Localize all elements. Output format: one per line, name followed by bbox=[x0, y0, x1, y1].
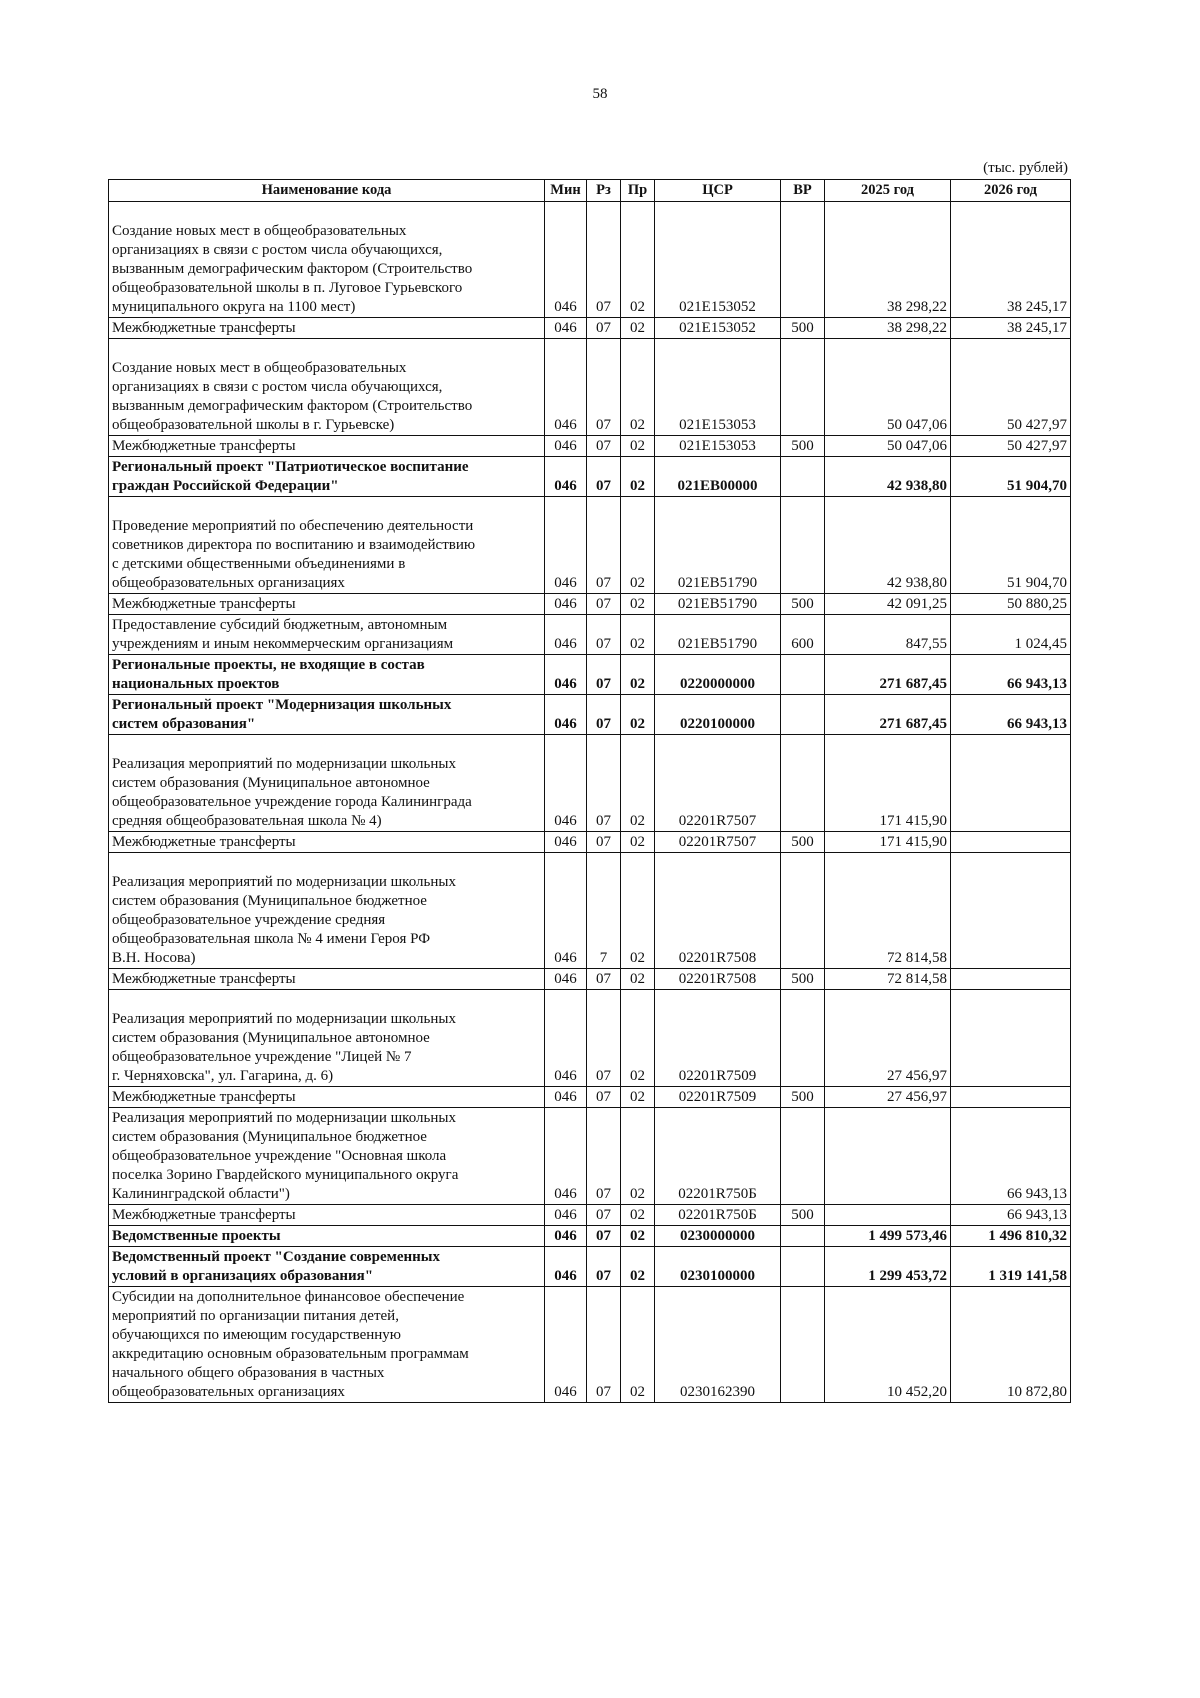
table-row bbox=[109, 853, 1071, 969]
row-name: Ведомственные проекты bbox=[109, 1226, 545, 1247]
table-row bbox=[109, 497, 1071, 594]
row-rz: 07 bbox=[587, 436, 621, 457]
row-rz: 07 bbox=[587, 655, 621, 695]
row-vr: 500 bbox=[781, 969, 825, 990]
row-min: 046 bbox=[545, 832, 587, 853]
table-row bbox=[109, 832, 1071, 853]
row-2026: 50 880,25 bbox=[951, 594, 1071, 615]
row-pr: 02 bbox=[621, 1205, 655, 1226]
row-pr: 02 bbox=[621, 655, 655, 695]
row-name: Межбюджетные трансферты bbox=[109, 1205, 545, 1226]
row-rz: 07 bbox=[587, 735, 621, 832]
row-2025: 171 415,90 bbox=[825, 735, 951, 832]
row-2025: 42 091,25 bbox=[825, 594, 951, 615]
row-2026 bbox=[951, 832, 1071, 853]
row-name: Региональный проект "Модернизация школьных систем образования" bbox=[109, 695, 545, 735]
row-name: Субсидии на дополнительное финансовое обеспечение мероприятий по организации питания детей, обучающихся по имеющим государственную аккредитацию основным образовательным программам начального общего образования в частных общеобразовательных организациях bbox=[109, 1287, 545, 1403]
row-2026 bbox=[951, 990, 1071, 1087]
row-2025 bbox=[825, 1108, 951, 1205]
row-2025: 42 938,80 bbox=[825, 457, 951, 497]
row-vr bbox=[781, 339, 825, 436]
row-pr: 02 bbox=[621, 318, 655, 339]
row-pr: 02 bbox=[621, 990, 655, 1087]
row-name: Реализация мероприятий по модернизации школьных систем образования (Муниципальное бюджетное общеобразовательное учреждение "Основная школа поселка Зорино Гвардейского муниципального округа Калининградской области") bbox=[109, 1108, 545, 1205]
row-vr: 500 bbox=[781, 318, 825, 339]
row-csr: 02201R750Б bbox=[655, 1108, 781, 1205]
row-min: 046 bbox=[545, 457, 587, 497]
table-row bbox=[109, 339, 1071, 436]
table-row bbox=[109, 436, 1071, 457]
row-min: 046 bbox=[545, 990, 587, 1087]
row-2026: 10 872,80 bbox=[951, 1287, 1071, 1403]
row-rz: 07 bbox=[587, 695, 621, 735]
row-pr: 02 bbox=[621, 594, 655, 615]
row-min: 046 bbox=[545, 1287, 587, 1403]
row-2026: 38 245,17 bbox=[951, 318, 1071, 339]
row-2026: 66 943,13 bbox=[951, 695, 1071, 735]
row-pr: 02 bbox=[621, 497, 655, 594]
row-pr: 02 bbox=[621, 1287, 655, 1403]
row-csr: 021ЕВ51790 bbox=[655, 594, 781, 615]
table-row bbox=[109, 1287, 1071, 1403]
row-2025: 171 415,90 bbox=[825, 832, 951, 853]
row-rz: 07 bbox=[587, 1087, 621, 1108]
row-2025: 1 499 573,46 bbox=[825, 1226, 951, 1247]
row-2025 bbox=[825, 1205, 951, 1226]
row-vr bbox=[781, 655, 825, 695]
row-min: 046 bbox=[545, 1226, 587, 1247]
row-min: 046 bbox=[545, 339, 587, 436]
row-name: Реализация мероприятий по модернизации школьных систем образования (Муниципальное бюджетное общеобразовательное учреждение средняя общеобразовательная школа № 4 имени Героя РФ В.Н. Носова) bbox=[109, 853, 545, 969]
row-vr: 500 bbox=[781, 1087, 825, 1108]
row-name: Реализация мероприятий по модернизации школьных систем образования (Муниципальное автономное общеобразовательное учреждение "Лицей № 7 г. Черняховска", ул. Гагарина, д. 6) bbox=[109, 990, 545, 1087]
row-2026 bbox=[951, 735, 1071, 832]
row-name: Межбюджетные трансферты bbox=[109, 1087, 545, 1108]
row-vr bbox=[781, 497, 825, 594]
header-rz: Рз bbox=[587, 180, 621, 202]
row-min: 046 bbox=[545, 1087, 587, 1108]
row-rz: 07 bbox=[587, 990, 621, 1087]
row-vr bbox=[781, 853, 825, 969]
row-min: 046 bbox=[545, 202, 587, 318]
table-row bbox=[109, 655, 1071, 695]
row-2026 bbox=[951, 1087, 1071, 1108]
row-pr: 02 bbox=[621, 853, 655, 969]
row-pr: 02 bbox=[621, 1247, 655, 1287]
row-pr: 02 bbox=[621, 457, 655, 497]
row-vr: 500 bbox=[781, 1205, 825, 1226]
page-number: 58 bbox=[592, 86, 608, 102]
row-min: 046 bbox=[545, 969, 587, 990]
row-pr: 02 bbox=[621, 832, 655, 853]
row-vr bbox=[781, 990, 825, 1087]
row-csr: 02201R7507 bbox=[655, 832, 781, 853]
row-csr: 02201R750Б bbox=[655, 1205, 781, 1226]
row-min: 046 bbox=[545, 735, 587, 832]
unit-note: (тыс. рублей) bbox=[983, 160, 1068, 176]
row-2026: 51 904,70 bbox=[951, 457, 1071, 497]
header-name: Наименование кода bbox=[109, 180, 545, 202]
row-csr: 021E153053 bbox=[655, 339, 781, 436]
row-2025: 50 047,06 bbox=[825, 339, 951, 436]
row-name: Проведение мероприятий по обеспечению деятельности советников директора по воспитанию и взаимодействию с детскими общественными объединениями в общеобразовательных организациях bbox=[109, 497, 545, 594]
row-vr bbox=[781, 1247, 825, 1287]
table-row bbox=[109, 735, 1071, 832]
row-name: Межбюджетные трансферты bbox=[109, 318, 545, 339]
row-csr: 0230000000 bbox=[655, 1226, 781, 1247]
row-rz: 07 bbox=[587, 457, 621, 497]
row-pr: 02 bbox=[621, 1226, 655, 1247]
table-row bbox=[109, 1205, 1071, 1226]
row-vr: 500 bbox=[781, 436, 825, 457]
table-row bbox=[109, 969, 1071, 990]
row-2026: 66 943,13 bbox=[951, 655, 1071, 695]
row-2026: 1 496 810,32 bbox=[951, 1226, 1071, 1247]
row-2026: 51 904,70 bbox=[951, 497, 1071, 594]
row-rz: 07 bbox=[587, 497, 621, 594]
table-row bbox=[109, 202, 1071, 318]
row-rz: 07 bbox=[587, 1108, 621, 1205]
table-row bbox=[109, 457, 1071, 497]
row-csr: 021E153053 bbox=[655, 436, 781, 457]
header-pr: Пр bbox=[621, 180, 655, 202]
row-rz: 07 bbox=[587, 969, 621, 990]
row-csr: 021E153052 bbox=[655, 318, 781, 339]
row-csr: 021ЕВ51790 bbox=[655, 497, 781, 594]
row-vr bbox=[781, 1287, 825, 1403]
row-name: Межбюджетные трансферты bbox=[109, 436, 545, 457]
header-csr: ЦСР bbox=[655, 180, 781, 202]
row-pr: 02 bbox=[621, 339, 655, 436]
row-2025: 10 452,20 bbox=[825, 1287, 951, 1403]
row-2025: 72 814,58 bbox=[825, 853, 951, 969]
row-name: Реализация мероприятий по модернизации школьных систем образования (Муниципальное автономное общеобразовательное учреждение города Калининграда средняя общеобразовательная школа № 4) bbox=[109, 735, 545, 832]
row-2025: 271 687,45 bbox=[825, 655, 951, 695]
row-2025: 38 298,22 bbox=[825, 318, 951, 339]
row-2026: 66 943,13 bbox=[951, 1108, 1071, 1205]
row-2025: 847,55 bbox=[825, 615, 951, 655]
row-2025: 27 456,97 bbox=[825, 1087, 951, 1108]
row-pr: 02 bbox=[621, 735, 655, 832]
row-pr: 02 bbox=[621, 202, 655, 318]
row-vr bbox=[781, 1108, 825, 1205]
row-2026: 50 427,97 bbox=[951, 436, 1071, 457]
row-2025: 271 687,45 bbox=[825, 695, 951, 735]
row-vr bbox=[781, 1226, 825, 1247]
row-csr: 02201R7509 bbox=[655, 1087, 781, 1108]
row-rz: 07 bbox=[587, 594, 621, 615]
row-rz: 07 bbox=[587, 1205, 621, 1226]
row-csr: 02201R7508 bbox=[655, 853, 781, 969]
row-min: 046 bbox=[545, 1205, 587, 1226]
row-name: Ведомственный проект "Создание современных условий в организациях образования" bbox=[109, 1247, 545, 1287]
header-vr: ВР bbox=[781, 180, 825, 202]
row-vr bbox=[781, 202, 825, 318]
row-min: 046 bbox=[545, 1247, 587, 1287]
row-min: 046 bbox=[545, 436, 587, 457]
row-vr: 500 bbox=[781, 594, 825, 615]
row-rz: 07 bbox=[587, 318, 621, 339]
row-name: Создание новых мест в общеобразовательных организациях в связи с ростом числа обучающихся, вызванным демографическим фактором (Строительство общеобразовательной школы в г. Гурьевске) bbox=[109, 339, 545, 436]
header-2025: 2025 год bbox=[825, 180, 951, 202]
row-rz: 07 bbox=[587, 615, 621, 655]
row-rz: 07 bbox=[587, 1247, 621, 1287]
row-2025: 72 814,58 bbox=[825, 969, 951, 990]
row-vr bbox=[781, 695, 825, 735]
row-min: 046 bbox=[545, 497, 587, 594]
row-2026: 50 427,97 bbox=[951, 339, 1071, 436]
row-name: Региональные проекты, не входящие в состав национальных проектов bbox=[109, 655, 545, 695]
row-vr: 500 bbox=[781, 832, 825, 853]
row-name: Предоставление субсидий бюджетным, автономным учреждениям и иным некоммерческим организациям bbox=[109, 615, 545, 655]
table-row bbox=[109, 318, 1071, 339]
row-vr bbox=[781, 735, 825, 832]
row-name: Межбюджетные трансферты bbox=[109, 969, 545, 990]
row-pr: 02 bbox=[621, 969, 655, 990]
header-min: Мин bbox=[545, 180, 587, 202]
row-2026 bbox=[951, 969, 1071, 990]
row-pr: 02 bbox=[621, 1087, 655, 1108]
row-min: 046 bbox=[545, 1108, 587, 1205]
row-2025: 50 047,06 bbox=[825, 436, 951, 457]
table-row bbox=[109, 1108, 1071, 1205]
table-row bbox=[109, 990, 1071, 1087]
row-csr: 0230162390 bbox=[655, 1287, 781, 1403]
row-2025: 38 298,22 bbox=[825, 202, 951, 318]
row-2026: 66 943,13 bbox=[951, 1205, 1071, 1226]
row-min: 046 bbox=[545, 655, 587, 695]
row-min: 046 bbox=[545, 615, 587, 655]
table-row bbox=[109, 1226, 1071, 1247]
row-rz: 07 bbox=[587, 1287, 621, 1403]
table-row bbox=[109, 1087, 1071, 1108]
table-row bbox=[109, 1247, 1071, 1287]
row-vr bbox=[781, 457, 825, 497]
row-pr: 02 bbox=[621, 1108, 655, 1205]
row-pr: 02 bbox=[621, 436, 655, 457]
row-name: Региональный проект "Патриотическое воспитание граждан Российской Федерации" bbox=[109, 457, 545, 497]
row-min: 046 bbox=[545, 594, 587, 615]
row-csr: 021ЕВ51790 bbox=[655, 615, 781, 655]
row-2026: 38 245,17 bbox=[951, 202, 1071, 318]
table-row bbox=[109, 615, 1071, 655]
row-name: Межбюджетные трансферты bbox=[109, 594, 545, 615]
table-row bbox=[109, 695, 1071, 735]
table-row bbox=[109, 594, 1071, 615]
row-csr: 02201R7507 bbox=[655, 735, 781, 832]
budget-table bbox=[108, 179, 1071, 1403]
row-csr: 0220000000 bbox=[655, 655, 781, 695]
row-rz: 07 bbox=[587, 339, 621, 436]
row-csr: 021E153052 bbox=[655, 202, 781, 318]
row-vr: 600 bbox=[781, 615, 825, 655]
row-rz: 07 bbox=[587, 832, 621, 853]
row-rz: 07 bbox=[587, 202, 621, 318]
row-csr: 02201R7509 bbox=[655, 990, 781, 1087]
row-name: Межбюджетные трансферты bbox=[109, 832, 545, 853]
row-csr: 0220100000 bbox=[655, 695, 781, 735]
row-name: Создание новых мест в общеобразовательных организациях в связи с ростом числа обучающихся, вызванным демографическим фактором (Строительство общеобразовательной школы в п. Луговое Гурьевского муниципального округа на 1100 мест) bbox=[109, 202, 545, 318]
row-csr: 021ЕВ00000 bbox=[655, 457, 781, 497]
row-rz: 07 bbox=[587, 1226, 621, 1247]
row-pr: 02 bbox=[621, 615, 655, 655]
row-2026: 1 024,45 bbox=[951, 615, 1071, 655]
row-csr: 02201R7508 bbox=[655, 969, 781, 990]
row-2026: 1 319 141,58 bbox=[951, 1247, 1071, 1287]
row-2025: 27 456,97 bbox=[825, 990, 951, 1087]
row-min: 046 bbox=[545, 318, 587, 339]
row-2025: 42 938,80 bbox=[825, 497, 951, 594]
table-header-row bbox=[109, 180, 1071, 202]
row-2026 bbox=[951, 853, 1071, 969]
row-pr: 02 bbox=[621, 695, 655, 735]
header-2026: 2026 год bbox=[951, 180, 1071, 202]
row-min: 046 bbox=[545, 853, 587, 969]
row-csr: 0230100000 bbox=[655, 1247, 781, 1287]
row-2025: 1 299 453,72 bbox=[825, 1247, 951, 1287]
row-min: 046 bbox=[545, 695, 587, 735]
row-rz: 7 bbox=[587, 853, 621, 969]
